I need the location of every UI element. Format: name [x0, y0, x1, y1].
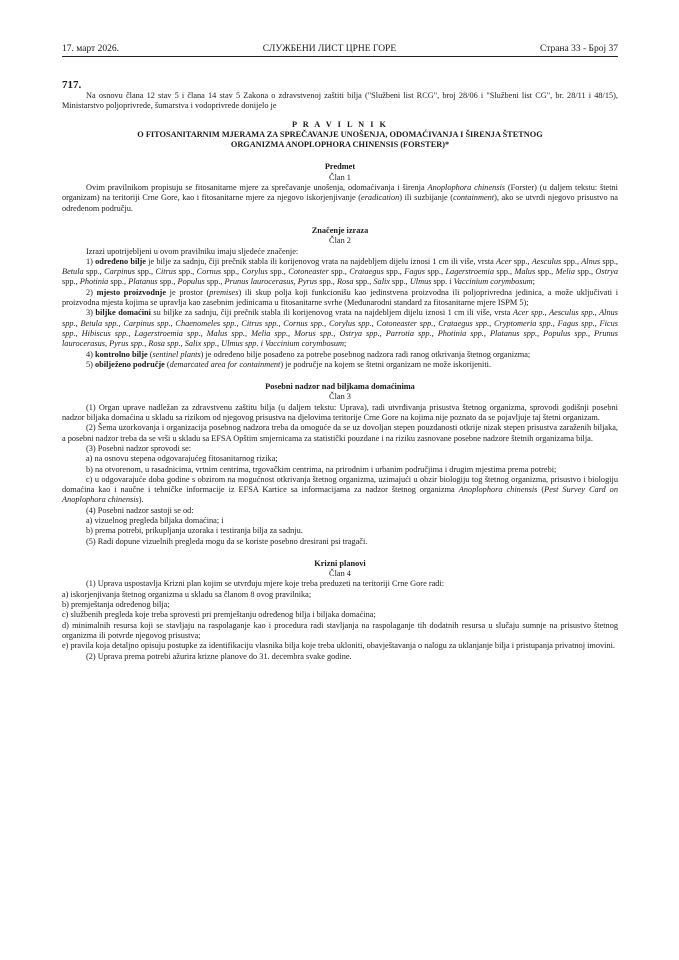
- clan-1: Član 1: [329, 172, 351, 182]
- clan-2-intro: Izrazi upotrijebljeni u ovom pravilniku imaju sljedeće značenje:: [86, 246, 299, 256]
- section-heading-znacenje: Značenje izraza: [311, 225, 369, 235]
- clan-3-item-a: a) na osnovu stepena odgovarajućeg fitosanitarnog rizika;: [86, 454, 278, 464]
- document-number: 717.: [62, 79, 82, 91]
- clan-1-text: Ovim pravilnikom propisuju se fitosanitarne mjere za sprečavanje unošenja, odomaćivanja i širenja Anoplophora chinensis (Forster) (u daljem tekstu: štetni organizam) na teritoriji Crne Gore, kao i fitosanitarne mjere za njegovo iskorjenjivanje (eradication) ili suzbijanje (containment), ako se utvrdi njegovo prisustvo na određenom području.: [62, 183, 618, 213]
- title-line-3: ORGANIZMA ANOPLOPHORA CHINENSIS (FORSTER)*: [230, 140, 450, 150]
- clan-3-item-b: b) na otvorenom, u rasadnicima, vrtnim centrima, trgovačkim centrima, na prirodnim i urbanim područjima i drugim mjestima prema potrebi;: [86, 464, 557, 474]
- section-heading-krizni-planovi: Krizni planovi: [314, 558, 366, 568]
- clan-4-item-a: a) iskorjenjivanja štetnog organizma u skladu sa članom 8 ovog pravilnika;: [62, 589, 312, 599]
- title-line-2: O FITOSANITARNIM MJERAMA ZA SPREČAVANJE UNOŠENJA, ODOMAĆIVANJA I ŠIRENJA ŠTETNOG: [137, 129, 543, 139]
- definition-item-3: 3) biljke domaćini su biljke za sadnju, čiji prečnik stabla ili korijenovog vrata na najdebljem dijelu iznosi 1 cm ili više, vrsta Acer spp., Aesculus spp., Alnus spp., Betula spp., Carpinus spp., Chaenomeles spp., Citrus spp., Cornus spp., Corylus spp., Cotoneaster spp., Crataegus spp., Cryptomeria spp., Fagus spp., Ficus spp., Hibiscus spp., Lagerstroemia spp., Malus spp., Melia spp., Morus spp., Ostrya spp., Parrotia spp., Photinia spp., Platanus spp., Populus spp., Prunus laurocerasus, Pyrus spp., Rosa spp., Salix spp., Ulmus spp. i Vaccinium corymbosum;: [62, 308, 618, 349]
- page-header: [62, 44, 618, 57]
- definition-item-2: 2) mjesto proizvodnje je prostor (premises) ili skup polja koji funkcionišu kao jedinstvena proizvodna ili poljoprivredna jedinica, a može uključivati i proizvodna mjesta kojima se upravlja kao zasebnim jedinicama u fitosanitarne svrhe (Međunarodni standard za fitosanitarne mjere ISPM 5);: [62, 287, 619, 308]
- clan-4-item-b: b) premještanja određenog bilja;: [62, 600, 170, 610]
- clan-4-paragraph-2: (2) Uprava prema potrebi ažurira krizne planove do 31. decembra svake godine.: [86, 651, 352, 661]
- title-pravilnik: P R A V I L N I K: [292, 119, 388, 129]
- clan-4-item-d: d) minimalnih resursa koji se stavljaju na raspolaganje kao i procedura radi stavljanja na raspolaganje tih dodatnih resursa u slučaju sumnje na prisustvo štetnog organizma ili potvrde njegovog prisustva;: [62, 620, 618, 640]
- definition-item-1: 1) određeno bilje je bilje za sadnju, čiji prečnik stabla ili korijenovog vrata na najdebljem dijelu iznosi 1 cm ili više, vrsta Acer spp., Aesculus spp., Alnus spp., Betula spp., Carpinus spp., Citrus spp., Cornus spp., Corylus spp., Cotoneaster spp., Crataegus spp., Fagus spp., Lagerstroemia spp., Malus spp., Melia spp., Ostrya spp., Photinia spp., Platanus spp., Populus spp., Prunus laurocerasus, Pyrus spp., Rosa spp., Salix spp., Ulmus spp. i Vaccinium corymbosum;: [62, 256, 619, 287]
- clan-3-paragraph-4: (4) Posebni nadzor sastoji se od:: [86, 505, 194, 515]
- header-page-info: Страна 33 - Број 37: [539, 44, 618, 54]
- gazette-page: [62, 44, 618, 662]
- clan-3-paragraph-1: (1) Organ uprave nadležan za zdravstvenu zaštitu bilja (u daljem tekstu: Uprava), radi utvrđivanja prisustva štetnog organizma, sprovodi godišnji posebni nadzor biljaka domaćina u skladu sa rizikom od njegovog prisustva na djelovima teritorije Crne Gore na kojima nije poznato da se pojavljuje taj štetni organizam.: [62, 402, 618, 423]
- clan-4-paragraph-1: (1) Uprava uspostavlja Krizni plan kojim se utvrđuju mjere koje treba preduzeti na teritoriji Crne Gore radi:: [86, 579, 445, 589]
- clan-4-item-c: c) službenih pregleda koje treba sprovesti pri premještanju određenog bilja i biljaka domaćina;: [62, 610, 376, 620]
- clan-3-paragraph-5: (5) Radi dopune vizuelnih pregleda mogu da se koriste posebno dresirani psi tragači.: [86, 536, 368, 546]
- document-body: [62, 79, 618, 662]
- header-journal-title: СЛУЖБЕНИ ЛИСТ ЦРНЕ ГОРЕ: [262, 44, 397, 54]
- clan-3-item-4b: b) prema potrebi, prikupljanja uzoraka i testiranja bilja za sadnju.: [86, 526, 303, 536]
- header-date: 17. март 2026.: [62, 44, 119, 54]
- clan-3: Član 3: [329, 392, 351, 402]
- clan-3-item-c: c) u odgovarajuće doba godine s obzirom na mogućnost otkrivanja štetnog organizma, uzimajući u obzir biologiju tog štetnog organizma, prisustvo i biologiju domaćina kao i naučne i tehničke informacije iz EFSA Kartice sa informacijama za nadzor štetnog organizma Anoplophora chinensis (Pest Survey Card on Anoplophora chinensis).: [62, 474, 618, 505]
- clan-3-paragraph-2: (2) Šema uzorkovanja i organizacija posebnog nadzora treba da omoguće da se uz dovoljan stepen pouzdanosti otkrije nizak stepen prisustva zaraženih biljaka, a posebni nadzor treba da se vrši u skladu sa EFSA Opštim smjernicama za statistički pouzdane i na riziku zasnovane posebne nadzore štetnih organizama bilja.: [62, 423, 618, 443]
- definition-item-4: 4) kontrolno bilje (sentinel plants) je određeno bilje posađeno za potrebe posebnog nadzora radi ranog otkrivanja štetnog organizma;: [86, 349, 531, 359]
- section-heading-predmet: Predmet: [324, 162, 356, 172]
- definition-item-5: 5) obilježeno područje (demarcated area for containment) je područje na kojem se štetni organizam ne može iskorijeniti.: [86, 359, 492, 369]
- section-heading-posebni-nadzor: Posebni nadzor nad biljkama domaćinima: [265, 382, 415, 392]
- clan-3-item-4a: a) vizuelnog pregleda biljaka domaćina; i: [86, 515, 224, 525]
- preamble: Na osnovu člana 12 stav 5 i člana 14 stav 5 Zakona o zdravstvenoj zaštiti bilja ("Službeni list RCG", broj 28/06 i "Službeni list CG", br. 28/11 i 48/15), Ministarstvo poljoprivrede, šumarstva i vodoprivrede donijelo je: [62, 91, 618, 111]
- clan-3-paragraph-3: (3) Posebni nadzor sprovodi se:: [86, 443, 192, 453]
- clan-4: Član 4: [329, 569, 351, 579]
- clan-4-item-e: e) pravila koja detaljno opisuju postupke za identifikaciju vlasnika bilja koje treba ukloniti, obavještavanja o nalogu za uklanjanje bilja i pristupanja privatnoj imovini.: [62, 641, 615, 651]
- clan-2: Član 2: [329, 236, 351, 246]
